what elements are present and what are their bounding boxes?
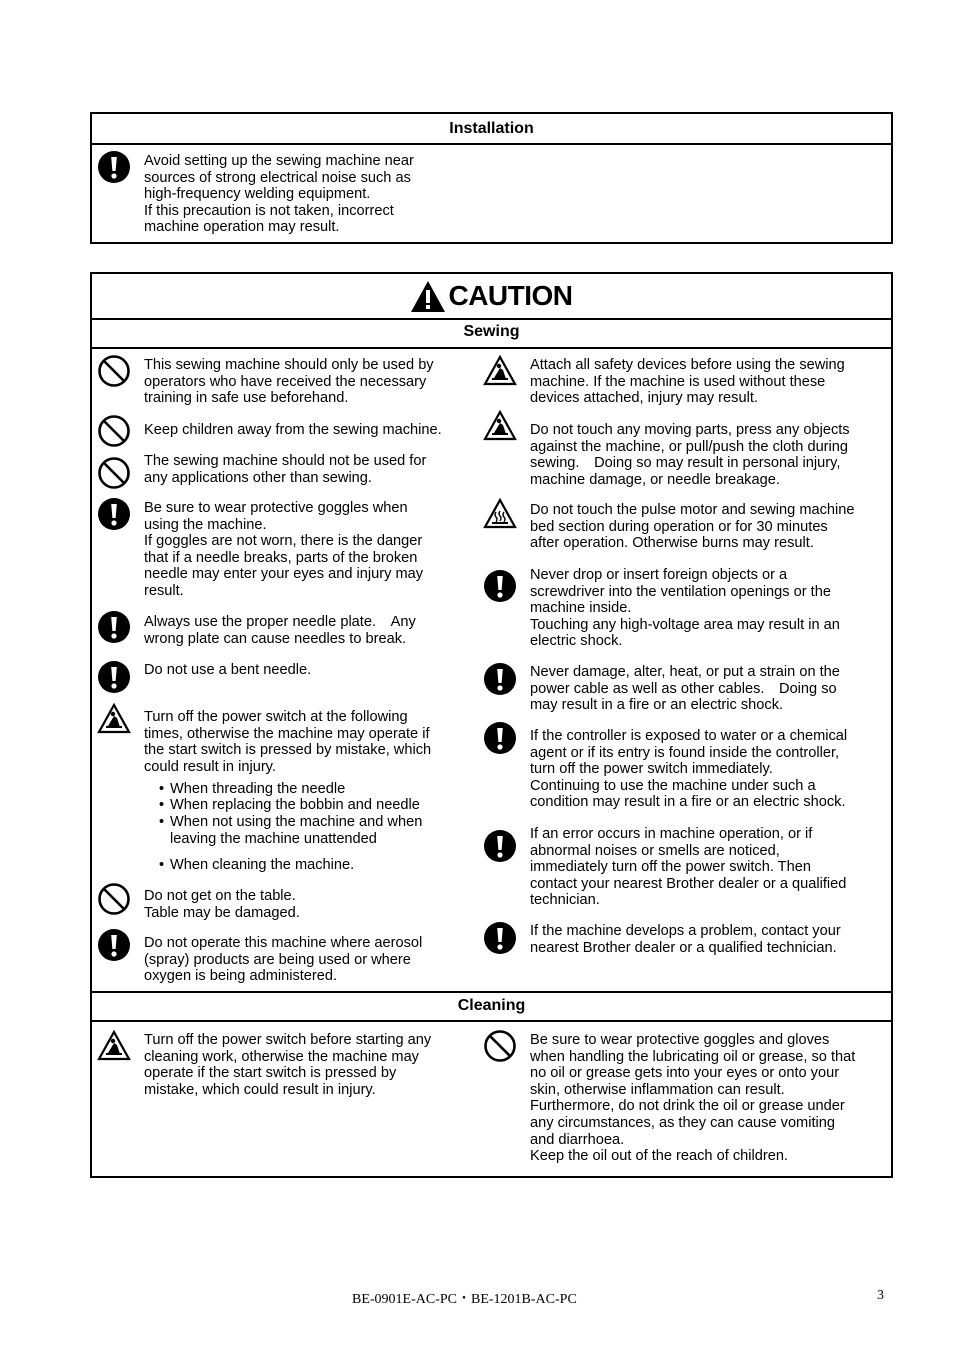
text-line: power cable as well as other cables. Doing so (530, 680, 837, 697)
caution-text (144, 614, 416, 647)
bullet-mark: • (159, 814, 165, 830)
caution-text (530, 422, 850, 488)
text-line: could result in injury. (144, 758, 276, 775)
text-line: oxygen is being administered. (144, 968, 338, 985)
text-line: If this precaution is not taken, incorrect (144, 202, 394, 219)
text-line: leaving the machine unattended (170, 830, 377, 847)
text-line: Turn off the power switch before starting any (144, 1032, 432, 1048)
caution-text (144, 888, 300, 921)
text-line: Continuing to use the machine under such a (530, 777, 816, 794)
text-line: mistake, which could result in injury. (144, 1081, 376, 1098)
bullet-mark: • (159, 797, 165, 813)
mandatory-icon (97, 150, 131, 184)
text-line: cleaning work, otherwise the machine may (144, 1048, 419, 1065)
caution-text (530, 1032, 855, 1165)
text-line: electric shock. (530, 633, 623, 650)
text-line: skin, otherwise inflammation can result. (530, 1081, 785, 1098)
text-line: Avoid setting up the sewing machine near (144, 153, 414, 169)
text-line: training in safe use beforehand. (144, 390, 349, 407)
mandatory-icon (483, 569, 517, 603)
text-line: abnormal noises or smells are noticed, (530, 842, 780, 859)
text-line: any circumstances, as they can cause vomiting (530, 1114, 835, 1131)
text-line: bed section during operation or for 30 minutes (530, 518, 828, 535)
text-line: Be sure to wear protective goggles when (144, 500, 408, 516)
injury-warning-icon (483, 409, 517, 443)
cleaning-header: Cleaning (92, 993, 891, 1022)
text-line: When replacing the bobbin and needle (170, 797, 420, 813)
text-line: Do not touch the pulse motor and sewing machine (530, 502, 855, 518)
text-line: contact your nearest Brother dealer or a qualified (530, 875, 847, 892)
caution-text (530, 923, 841, 956)
text-line: needle may enter your eyes and injury may (144, 566, 424, 583)
text-line: Never drop or insert foreign objects or a (530, 567, 788, 583)
prohibited-icon (97, 414, 131, 448)
mandatory-icon (97, 660, 131, 694)
text-line: and diarrhoea. (530, 1131, 625, 1148)
text-line: machine inside. (530, 600, 632, 617)
text-line: technician. (530, 892, 600, 909)
footer-page-number: 3 (877, 1288, 884, 1303)
sewing-header: Sewing (92, 320, 891, 349)
prohibited-icon (97, 354, 131, 388)
caution-title (90, 274, 893, 318)
mandatory-icon (483, 662, 517, 696)
text-line: If an error occurs in machine operation, or if (530, 826, 813, 842)
prohibited-icon (97, 456, 131, 490)
text-line: the start switch is pressed by mistake, which (144, 742, 432, 759)
text-line: When threading the needle (170, 781, 346, 797)
caution-text (144, 935, 422, 985)
text-line: machine damage, or needle breakage. (530, 471, 780, 488)
caution-title-text: CAUTION (448, 280, 573, 311)
mandatory-icon (97, 928, 131, 962)
text-line: machine. If the machine is used without these (530, 373, 826, 390)
text-line: Keep children away from the sewing machine. (144, 422, 442, 438)
caution-text (144, 453, 426, 486)
text-line: turn off the power switch immediately. (530, 761, 773, 778)
text-line: Turn off the power switch at the following (144, 709, 408, 725)
text-line: This sewing machine should only be used by (144, 357, 434, 373)
caution-text (144, 1032, 431, 1098)
text-line: Table may be damaged. (144, 904, 300, 921)
bullet-text (170, 857, 354, 874)
mandatory-icon (483, 721, 517, 755)
injury-warning-icon (483, 354, 517, 388)
text-line: devices attached, injury may result. (530, 390, 758, 407)
caution-text (144, 153, 414, 236)
caution-text (144, 662, 311, 679)
text-line: Touching any high-voltage area may result in an (530, 616, 840, 633)
mandatory-icon (483, 921, 517, 955)
text-line: after operation. Otherwise burns may result. (530, 535, 814, 552)
caution-text (144, 422, 442, 439)
text-line: Keep the oil out of the reach of children. (530, 1148, 788, 1165)
text-line: Never damage, alter, heat, or put a strain on the (530, 664, 840, 680)
text-line: nearest Brother dealer or a qualified technician. (530, 939, 837, 956)
bullet-text (170, 781, 345, 798)
text-line: against the machine, or pull/push the cloth during (530, 438, 849, 455)
mandatory-icon (97, 610, 131, 644)
warning-triangle-icon (410, 280, 446, 313)
text-line: high-frequency welding equipment. (144, 186, 371, 203)
text-line: result. (144, 582, 184, 599)
text-line: Do not touch any moving parts, press any objects (530, 422, 850, 438)
text-line: using the machine. (144, 516, 267, 533)
caution-text (144, 709, 431, 775)
text-line: When not using the machine and when (170, 814, 423, 830)
prohibited-icon (483, 1029, 517, 1063)
text-line: machine operation may result. (144, 219, 340, 236)
caution-text (530, 567, 840, 650)
text-line: operators who have received the necessary (144, 373, 427, 390)
text-line: Always use the proper needle plate. Any (144, 614, 416, 630)
text-line: sewing. Doing so may result in personal injury, (530, 455, 841, 472)
text-line: agent or if its entry is found inside the controller, (530, 744, 840, 761)
injury-warning-icon (97, 702, 131, 736)
hot-surface-icon (483, 497, 517, 531)
bullet-text (170, 814, 422, 847)
caution-text (530, 728, 847, 811)
text-line: If the machine develops a problem, contact your (530, 923, 841, 939)
footer-model: BE-0901E-AC-PC・BE-1201B-AC-PC (352, 1292, 577, 1307)
installation-header: Installation (92, 114, 891, 145)
text-line: no oil or grease gets into your eyes or onto your (530, 1065, 840, 1082)
text-line: The sewing machine should not be used for (144, 453, 427, 469)
text-line: condition may result in a fire or an electric shock. (530, 794, 846, 811)
text-line: If the controller is exposed to water or a chemical (530, 728, 848, 744)
text-line: that if a needle breaks, parts of the broken (144, 549, 418, 566)
caution-text (530, 502, 855, 552)
text-line: sources of strong electrical noise such as (144, 169, 411, 186)
text-line: may result in a fire or an electric shock. (530, 697, 784, 714)
text-line: wrong plate can cause needles to break. (144, 630, 407, 647)
caution-text (144, 500, 423, 600)
text-line: any applications other than sewing. (144, 469, 372, 486)
text-line: Do not operate this machine where aerosol (144, 935, 423, 951)
text-line: Do not get on the table. (144, 888, 296, 904)
caution-text (530, 664, 840, 714)
text-line: operate if the start switch is pressed by (144, 1065, 397, 1082)
bullet-text (170, 797, 420, 814)
text-line: Furthermore, do not drink the oil or grease under (530, 1098, 845, 1115)
text-line: when handling the lubricating oil or grease, so that (530, 1048, 856, 1065)
caution-text (530, 357, 845, 407)
text-line: If goggles are not worn, there is the danger (144, 533, 423, 550)
caution-text (144, 357, 434, 407)
text-line: (spray) products are being used or where (144, 951, 411, 968)
prohibited-icon (97, 882, 131, 916)
caution-text (530, 826, 846, 909)
text-line: When cleaning the machine. (170, 857, 355, 873)
text-line: screwdriver into the ventilation openings or the (530, 583, 831, 600)
mandatory-icon (483, 829, 517, 863)
bullet-mark: • (159, 857, 165, 873)
text-line: Be sure to wear protective goggles and gloves (530, 1032, 830, 1048)
text-line: immediately turn off the power switch. Then (530, 859, 811, 876)
text-line: times, otherwise the machine may operate if (144, 725, 430, 742)
mandatory-icon (97, 497, 131, 531)
text-line: Do not use a bent needle. (144, 662, 312, 678)
text-line: Attach all safety devices before using the sewing (530, 357, 845, 373)
injury-warning-icon (97, 1029, 131, 1063)
bullet-mark: • (159, 781, 165, 797)
